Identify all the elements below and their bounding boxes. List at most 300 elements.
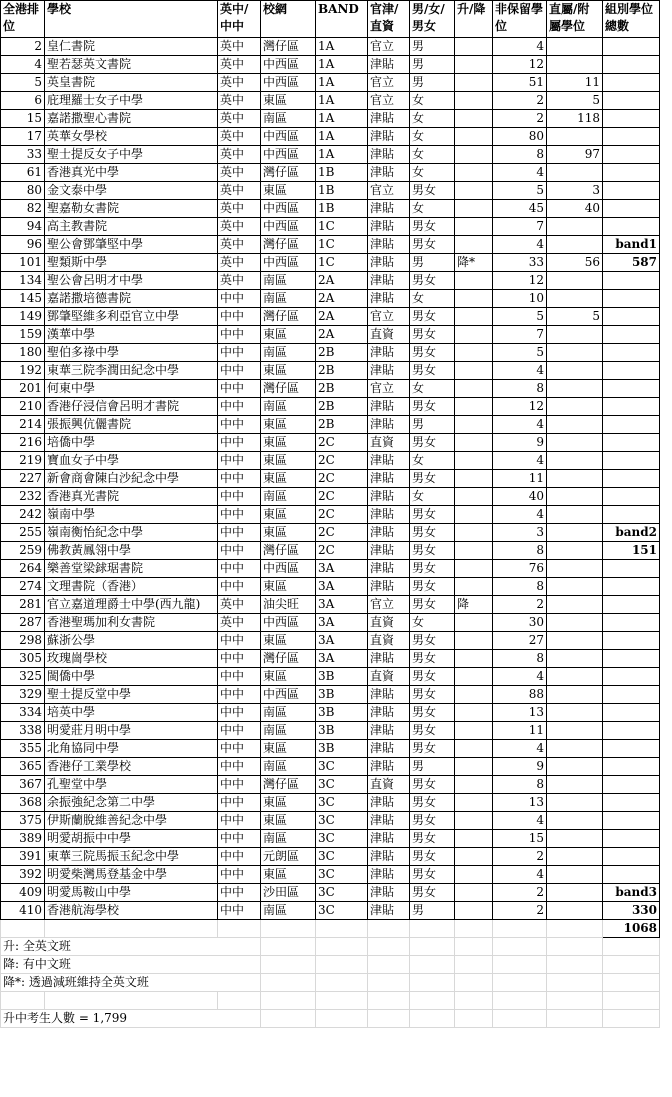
header-school: 學校 <box>45 1 218 38</box>
cell-places: 8 <box>493 542 547 560</box>
cell-district: 元朗區 <box>261 848 316 866</box>
cell-gender: 男女 <box>410 848 455 866</box>
cell-type: 津貼 <box>368 146 410 164</box>
cell-medium: 英中 <box>218 200 261 218</box>
cell-medium: 中中 <box>218 830 261 848</box>
cell-district: 南區 <box>261 704 316 722</box>
cell-type: 津貼 <box>368 290 410 308</box>
table-row <box>1 722 660 740</box>
cell-school: 皇仁書院 <box>45 38 218 56</box>
cell-district: 東區 <box>261 506 316 524</box>
cell-gender: 男女 <box>410 542 455 560</box>
cell-school: 新會商會陳白沙紀念中學 <box>45 470 218 488</box>
table-row <box>1 56 660 74</box>
table-row <box>1 866 660 884</box>
cell-rank: 334 <box>1 704 45 722</box>
cell-school: 聖公會呂明才中學 <box>45 272 218 290</box>
cell-district: 東區 <box>261 362 316 380</box>
cell-band: 3B <box>316 704 368 722</box>
cell-updown <box>455 74 493 92</box>
cell-band: 3A <box>316 632 368 650</box>
table-row <box>1 380 660 398</box>
cell-district: 灣仔區 <box>261 650 316 668</box>
cell-gender: 男女 <box>410 668 455 686</box>
cell-medium: 中中 <box>218 722 261 740</box>
cell-places: 12 <box>493 56 547 74</box>
cell-rank: 219 <box>1 452 45 470</box>
cell-total <box>603 812 660 830</box>
cell-direct <box>547 776 603 794</box>
cell-rank: 325 <box>1 668 45 686</box>
cell-district: 沙田區 <box>261 884 316 902</box>
cell-band: 1B <box>316 164 368 182</box>
cell-school: 樂善堂梁銶琚書院 <box>45 560 218 578</box>
cell-total: band2 <box>603 524 660 542</box>
header-places: 非保留學位 <box>493 1 547 38</box>
cell-type: 官立 <box>368 38 410 56</box>
cell-places: 5 <box>493 344 547 362</box>
cell-medium: 中中 <box>218 542 261 560</box>
cell-medium: 中中 <box>218 812 261 830</box>
cell-band: 3C <box>316 866 368 884</box>
cell-band: 2A <box>316 272 368 290</box>
cell-updown <box>455 758 493 776</box>
table-row <box>1 776 660 794</box>
cell-type: 津貼 <box>368 884 410 902</box>
cell-band: 1B <box>316 182 368 200</box>
cell-district: 灣仔區 <box>261 380 316 398</box>
table-row <box>1 344 660 362</box>
cell-rank: 214 <box>1 416 45 434</box>
cell-school: 明愛莊月明中學 <box>45 722 218 740</box>
table-row <box>1 254 660 272</box>
cell-places: 9 <box>493 434 547 452</box>
cell-rank: 242 <box>1 506 45 524</box>
cell-total <box>603 488 660 506</box>
cell-direct <box>547 524 603 542</box>
cell-band: 3C <box>316 812 368 830</box>
cell-total: band3 <box>603 884 660 902</box>
cell-updown <box>455 812 493 830</box>
cell-type: 津貼 <box>368 218 410 236</box>
cell-school: 明愛柴灣馬登基金中學 <box>45 866 218 884</box>
cell-places: 7 <box>493 218 547 236</box>
cell-places: 2 <box>493 110 547 128</box>
cell-places: 4 <box>493 452 547 470</box>
cell-school: 明愛馬鞍山中學 <box>45 884 218 902</box>
cell-district: 南區 <box>261 830 316 848</box>
cell-band: 2A <box>316 308 368 326</box>
header-band: BAND <box>316 1 368 38</box>
cell-direct <box>547 290 603 308</box>
cell-type: 津貼 <box>368 722 410 740</box>
cell-gender: 女 <box>410 488 455 506</box>
cell-updown <box>455 416 493 434</box>
cell-type: 津貼 <box>368 848 410 866</box>
table-row <box>1 884 660 902</box>
cell-rank: 82 <box>1 200 45 218</box>
cell-direct <box>547 578 603 596</box>
header-type: 官津/直資 <box>368 1 410 38</box>
cell-medium: 中中 <box>218 902 261 920</box>
table-row <box>1 362 660 380</box>
cell-updown <box>455 902 493 920</box>
cell-rank: 96 <box>1 236 45 254</box>
cell-gender: 男 <box>410 416 455 434</box>
cell-band: 2C <box>316 470 368 488</box>
cell-direct <box>547 812 603 830</box>
cell-places: 8 <box>493 650 547 668</box>
cell-updown <box>455 326 493 344</box>
cell-places: 8 <box>493 146 547 164</box>
cell-gender: 女 <box>410 110 455 128</box>
cell-rank: 365 <box>1 758 45 776</box>
cell-direct <box>547 794 603 812</box>
cell-updown <box>455 344 493 362</box>
cell-type: 津貼 <box>368 416 410 434</box>
table-row <box>1 632 660 650</box>
cell-direct <box>547 326 603 344</box>
cell-updown <box>455 236 493 254</box>
cell-gender: 女 <box>410 146 455 164</box>
cell-gender: 女 <box>410 92 455 110</box>
cell-rank: 149 <box>1 308 45 326</box>
cell-school: 漢華中學 <box>45 326 218 344</box>
cell-district: 東區 <box>261 578 316 596</box>
cell-direct <box>547 632 603 650</box>
table-footer <box>1 920 660 1028</box>
cell-medium: 英中 <box>218 128 261 146</box>
cell-band: 3A <box>316 560 368 578</box>
cell-direct <box>547 596 603 614</box>
cell-direct <box>547 272 603 290</box>
table-row <box>1 128 660 146</box>
cell-gender: 男女 <box>410 884 455 902</box>
cell-updown <box>455 110 493 128</box>
cell-gender: 男女 <box>410 398 455 416</box>
cell-total <box>603 380 660 398</box>
cell-school: 伊斯蘭脫維善紀念中學 <box>45 812 218 830</box>
cell-type: 津貼 <box>368 164 410 182</box>
cell-updown <box>455 578 493 596</box>
cell-type: 津貼 <box>368 524 410 542</box>
cell-gender: 男女 <box>410 434 455 452</box>
cell-updown <box>455 794 493 812</box>
cell-direct: 3 <box>547 182 603 200</box>
cell-medium: 中中 <box>218 794 261 812</box>
cell-medium: 中中 <box>218 452 261 470</box>
table-row <box>1 524 660 542</box>
cell-rank: 227 <box>1 470 45 488</box>
table-row <box>1 146 660 164</box>
table-row <box>1 452 660 470</box>
cell-type: 津貼 <box>368 128 410 146</box>
cell-updown: 降 <box>455 596 493 614</box>
cell-rank: 101 <box>1 254 45 272</box>
cell-school: 嶺南衡怡紀念中學 <box>45 524 218 542</box>
cell-rank: 159 <box>1 326 45 344</box>
cell-total <box>603 776 660 794</box>
cell-gender: 男女 <box>410 470 455 488</box>
cell-type: 直資 <box>368 614 410 632</box>
cell-total <box>603 344 660 362</box>
cell-places: 13 <box>493 794 547 812</box>
cell-type: 津貼 <box>368 866 410 884</box>
cell-medium: 英中 <box>218 614 261 632</box>
cell-school: 英皇書院 <box>45 74 218 92</box>
cell-total <box>603 686 660 704</box>
cell-school: 官立嘉道理爵士中學(西九龍) <box>45 596 218 614</box>
cell-type: 津貼 <box>368 902 410 920</box>
cell-type: 津貼 <box>368 362 410 380</box>
cell-medium: 英中 <box>218 146 261 164</box>
cell-rank: 389 <box>1 830 45 848</box>
cell-school: 何東中學 <box>45 380 218 398</box>
cell-direct <box>547 218 603 236</box>
cell-school: 北角協同中學 <box>45 740 218 758</box>
cell-total: 587 <box>603 254 660 272</box>
cell-medium: 英中 <box>218 164 261 182</box>
cell-rank: 392 <box>1 866 45 884</box>
cell-type: 津貼 <box>368 740 410 758</box>
cell-places: 2 <box>493 92 547 110</box>
cell-updown <box>455 704 493 722</box>
cell-medium: 英中 <box>218 182 261 200</box>
cell-school: 余振強紀念第二中學 <box>45 794 218 812</box>
cell-updown <box>455 92 493 110</box>
cell-band: 3C <box>316 830 368 848</box>
cell-gender: 女 <box>410 290 455 308</box>
cell-school: 文理書院（香港） <box>45 578 218 596</box>
cell-type: 津貼 <box>368 830 410 848</box>
cell-direct <box>547 470 603 488</box>
cell-band: 2A <box>316 326 368 344</box>
cell-rank: 274 <box>1 578 45 596</box>
cell-school: 明愛胡振中中學 <box>45 830 218 848</box>
table-row <box>1 542 660 560</box>
cell-gender: 男 <box>410 902 455 920</box>
cell-places: 4 <box>493 812 547 830</box>
cell-medium: 中中 <box>218 344 261 362</box>
header-direct: 直屬/附屬學位 <box>547 1 603 38</box>
cell-updown <box>455 506 493 524</box>
cell-band: 2A <box>316 290 368 308</box>
cell-places: 4 <box>493 740 547 758</box>
cell-rank: 259 <box>1 542 45 560</box>
cell-direct <box>547 452 603 470</box>
cell-gender: 男女 <box>410 506 455 524</box>
cell-band: 1C <box>316 236 368 254</box>
cell-rank: 409 <box>1 884 45 902</box>
cell-total <box>603 146 660 164</box>
cell-direct <box>547 542 603 560</box>
table-row <box>1 578 660 596</box>
cell-total <box>603 398 660 416</box>
table-row <box>1 650 660 668</box>
cell-total <box>603 308 660 326</box>
cell-type: 津貼 <box>368 344 410 362</box>
cell-updown <box>455 524 493 542</box>
cell-gender: 女 <box>410 200 455 218</box>
cell-district: 南區 <box>261 290 316 308</box>
table-row <box>1 668 660 686</box>
table-row <box>1 164 660 182</box>
cell-district: 中西區 <box>261 560 316 578</box>
cell-district: 南區 <box>261 758 316 776</box>
cell-district: 灣仔區 <box>261 542 316 560</box>
table-row <box>1 236 660 254</box>
cell-medium: 中中 <box>218 578 261 596</box>
cell-gender: 男女 <box>410 740 455 758</box>
cell-district: 中西區 <box>261 74 316 92</box>
cell-total <box>603 416 660 434</box>
cell-district: 南區 <box>261 902 316 920</box>
cell-rank: 264 <box>1 560 45 578</box>
table-row <box>1 614 660 632</box>
cell-school: 閩僑中學 <box>45 668 218 686</box>
cell-updown <box>455 884 493 902</box>
cell-type: 官立 <box>368 380 410 398</box>
cell-total <box>603 38 660 56</box>
cell-district: 東區 <box>261 326 316 344</box>
cell-type: 津貼 <box>368 704 410 722</box>
cell-places: 2 <box>493 884 547 902</box>
table-row <box>1 398 660 416</box>
cell-type: 津貼 <box>368 254 410 272</box>
cell-direct <box>547 830 603 848</box>
cell-total <box>603 326 660 344</box>
cell-school: 聖公會鄧肇堅中學 <box>45 236 218 254</box>
table-row <box>1 848 660 866</box>
cell-direct <box>547 650 603 668</box>
cell-places: 8 <box>493 776 547 794</box>
cell-total <box>603 830 660 848</box>
cell-rank: 145 <box>1 290 45 308</box>
cell-direct <box>547 362 603 380</box>
cell-total <box>603 632 660 650</box>
cell-direct <box>547 506 603 524</box>
cell-updown <box>455 272 493 290</box>
cell-type: 津貼 <box>368 686 410 704</box>
cell-direct: 118 <box>547 110 603 128</box>
cell-direct <box>547 380 603 398</box>
table-row <box>1 794 660 812</box>
cell-school: 孔聖堂中學 <box>45 776 218 794</box>
cell-school: 嘉諾撒培德書院 <box>45 290 218 308</box>
table-row <box>1 290 660 308</box>
cell-updown <box>455 650 493 668</box>
cell-district: 中西區 <box>261 200 316 218</box>
cell-direct <box>547 488 603 506</box>
cell-type: 津貼 <box>368 578 410 596</box>
cell-updown <box>455 866 493 884</box>
cell-medium: 英中 <box>218 110 261 128</box>
cell-medium: 中中 <box>218 632 261 650</box>
cell-gender: 男女 <box>410 560 455 578</box>
cell-type: 津貼 <box>368 812 410 830</box>
cell-medium: 英中 <box>218 236 261 254</box>
cell-direct: 11 <box>547 74 603 92</box>
cell-school: 寶血女子中學 <box>45 452 218 470</box>
table-header <box>1 1 660 38</box>
cell-direct <box>547 344 603 362</box>
header-total: 組別學位總數 <box>603 1 660 38</box>
cell-band: 2C <box>316 452 368 470</box>
cell-district: 中西區 <box>261 614 316 632</box>
cell-updown <box>455 632 493 650</box>
cell-band: 3B <box>316 686 368 704</box>
cell-school: 香港真光中學 <box>45 164 218 182</box>
cell-direct <box>547 128 603 146</box>
table-row <box>1 326 660 344</box>
cell-rank: 368 <box>1 794 45 812</box>
cell-type: 官立 <box>368 308 410 326</box>
cell-places: 3 <box>493 524 547 542</box>
cell-band: 2C <box>316 506 368 524</box>
cell-updown <box>455 218 493 236</box>
cell-direct <box>547 848 603 866</box>
cell-type: 津貼 <box>368 542 410 560</box>
cell-gender: 男女 <box>410 812 455 830</box>
cell-updown <box>455 470 493 488</box>
cell-band: 1A <box>316 146 368 164</box>
cell-medium: 中中 <box>218 848 261 866</box>
cell-total <box>603 272 660 290</box>
table-row <box>1 92 660 110</box>
cell-medium: 中中 <box>218 866 261 884</box>
cell-school: 香港航海學校 <box>45 902 218 920</box>
cell-medium: 英中 <box>218 74 261 92</box>
cell-direct <box>547 884 603 902</box>
cell-district: 灣仔區 <box>261 164 316 182</box>
cell-updown <box>455 722 493 740</box>
cell-places: 12 <box>493 272 547 290</box>
cell-school: 張振興伉儷書院 <box>45 416 218 434</box>
cell-updown <box>455 200 493 218</box>
cell-band: 2C <box>316 542 368 560</box>
cell-type: 直資 <box>368 434 410 452</box>
cell-direct <box>547 434 603 452</box>
cell-type: 官立 <box>368 596 410 614</box>
cell-school: 聖若瑟英文書院 <box>45 56 218 74</box>
cell-rank: 201 <box>1 380 45 398</box>
cell-school: 聖士提反女子中學 <box>45 146 218 164</box>
cell-school: 佛教黃鳳翎中學 <box>45 542 218 560</box>
cell-total <box>603 722 660 740</box>
cell-gender: 男女 <box>410 704 455 722</box>
cell-updown <box>455 182 493 200</box>
table-row <box>1 38 660 56</box>
cell-gender: 男女 <box>410 596 455 614</box>
table-row <box>1 758 660 776</box>
cell-medium: 中中 <box>218 524 261 542</box>
cell-medium: 中中 <box>218 758 261 776</box>
cell-band: 3A <box>316 596 368 614</box>
cell-places: 88 <box>493 686 547 704</box>
cell-district: 南區 <box>261 272 316 290</box>
cell-medium: 中中 <box>218 776 261 794</box>
cell-places: 8 <box>493 578 547 596</box>
cell-rank: 33 <box>1 146 45 164</box>
cell-places: 30 <box>493 614 547 632</box>
cell-band: 3C <box>316 884 368 902</box>
cell-rank: 298 <box>1 632 45 650</box>
table-row <box>1 704 660 722</box>
cell-places: 4 <box>493 416 547 434</box>
cell-district: 灣仔區 <box>261 236 316 254</box>
cell-medium: 英中 <box>218 272 261 290</box>
cell-rank: 355 <box>1 740 45 758</box>
